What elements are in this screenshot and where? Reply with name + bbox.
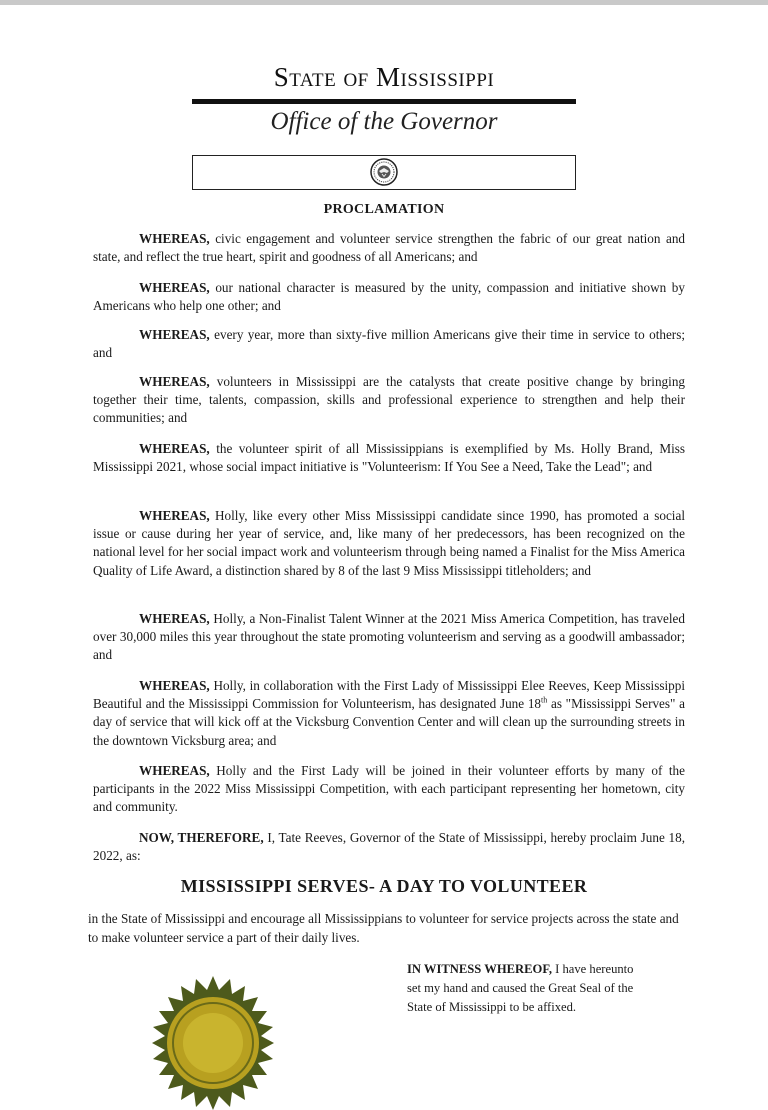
witness-line-1 <box>407 960 687 979</box>
closing-paragraph: in the State of Mississippi and encourage all Mississippians to volunteer for service projects across the state and to make volunteer service a part of their daily lives. <box>88 911 679 945</box>
whereas-label: WHEREAS, <box>139 231 210 246</box>
office-title: Office of the Governor <box>270 108 498 135</box>
whereas-label: WHEREAS, <box>139 374 210 389</box>
witness-text-1: I have hereunto <box>555 962 634 976</box>
whereas-label: WHEREAS, <box>139 508 210 523</box>
whereas-label: WHEREAS, <box>139 611 210 626</box>
paragraph-text: Holly, a Non-Finalist Talent Winner at the 2021 Miss America Competition, has traveled over 30,000 miles this year throughout the state promoting volunteerism and serving as a goodwill ambassador; and <box>93 611 685 663</box>
title-rule <box>192 99 576 104</box>
paragraph-text: civic engagement and volunteer service strengthen the fabric of our great nation and state, and reflect the true heart, spirit and goodness of all Americans; and <box>93 231 686 265</box>
whereas-paragraph-3 <box>93 326 685 362</box>
witness-block <box>407 960 687 1017</box>
serves-heading: MISSISSIPPI SERVES- A DAY TO VOLUNTEER <box>180 876 588 896</box>
whereas-paragraph-6 <box>93 507 685 580</box>
therefore-text: I, Tate Reeves, Governor of the State of Mississippi, hereby proclaim June 18, 2022, as: <box>93 830 686 864</box>
whereas-label: WHEREAS, <box>139 441 210 456</box>
gold-seal-icon <box>146 976 280 1110</box>
witness-line-2: set my hand and caused the Great Seal of the <box>407 981 634 995</box>
witness-line-3: State of Mississippi to be affixed. <box>407 1000 577 1014</box>
whereas-label: WHEREAS, <box>139 280 210 295</box>
whereas-paragraph-8 <box>93 677 685 750</box>
paragraph-text: Holly and the First Lady will be joined in their volunteer efforts by many of the participants in the 2022 Miss Mississippi Competition, with each participant representing her hometown, city and community. <box>93 763 685 815</box>
superscript-th: th <box>541 695 548 705</box>
paragraph-text: the volunteer spirit of all Mississippians is exemplified by Ms. Holly Brand, Miss Mississippi 2021, whose social impact initiative is "Volunteerism: If You See a Need, Take the Lead"; and <box>93 441 685 475</box>
proclamation-heading: PROCLAMATION <box>323 202 445 217</box>
paragraph-text: every year, more than sixty-five million Americans give their time in service to others; and <box>93 327 685 361</box>
state-seal-icon <box>370 158 398 186</box>
paragraph-text: volunteers in Mississippi are the catalysts that create positive change by bringing together their time, talents, compassion, skills and professional experience to strengthen and help their communities; and <box>93 374 686 426</box>
witness-label: IN WITNESS WHEREOF, <box>407 962 552 976</box>
therefore-paragraph <box>93 829 685 865</box>
whereas-paragraph-4 <box>93 373 685 428</box>
paragraph-text: Holly, in collaboration with the First Lady of Mississippi Elee Reeves, Keep Mississippi Beautiful and the Mississippi Commission for Volunteerism, has designated June 18 <box>93 678 685 712</box>
paragraph-text: Holly, like every other Miss Mississippi candidate since 1990, has promoted a social issue or cause during her year of service, and, like many of her predecessors, has been recognized on the national level for her social impact work and volunteerism through being named a Finalist for the Miss America Quality of Life Award, a distinction shared by 8 of the last 9 Miss Mississippi titleholders; and <box>93 508 685 578</box>
paragraph-text: our national character is measured by the unity, compassion and initiative shown by Americans who help one other; and <box>93 280 685 314</box>
whereas-paragraph-7 <box>93 610 685 665</box>
whereas-label: WHEREAS, <box>139 327 210 342</box>
whereas-paragraph-9 <box>93 762 685 817</box>
whereas-label: WHEREAS, <box>139 763 210 778</box>
whereas-paragraph-2 <box>93 279 685 315</box>
therefore-label: NOW, THEREFORE, <box>139 830 264 845</box>
whereas-paragraph-5 <box>93 440 685 476</box>
whereas-paragraph-1 <box>93 230 685 266</box>
paragraph-text: as "Mississippi Serves" a day of service that will kick off at the Vicksburg Convention Center and will clean up the surrounding streets in the downtown Vicksburg area; and <box>93 696 685 748</box>
whereas-label: WHEREAS, <box>139 678 210 693</box>
state-title: State of Mississippi <box>273 62 495 92</box>
